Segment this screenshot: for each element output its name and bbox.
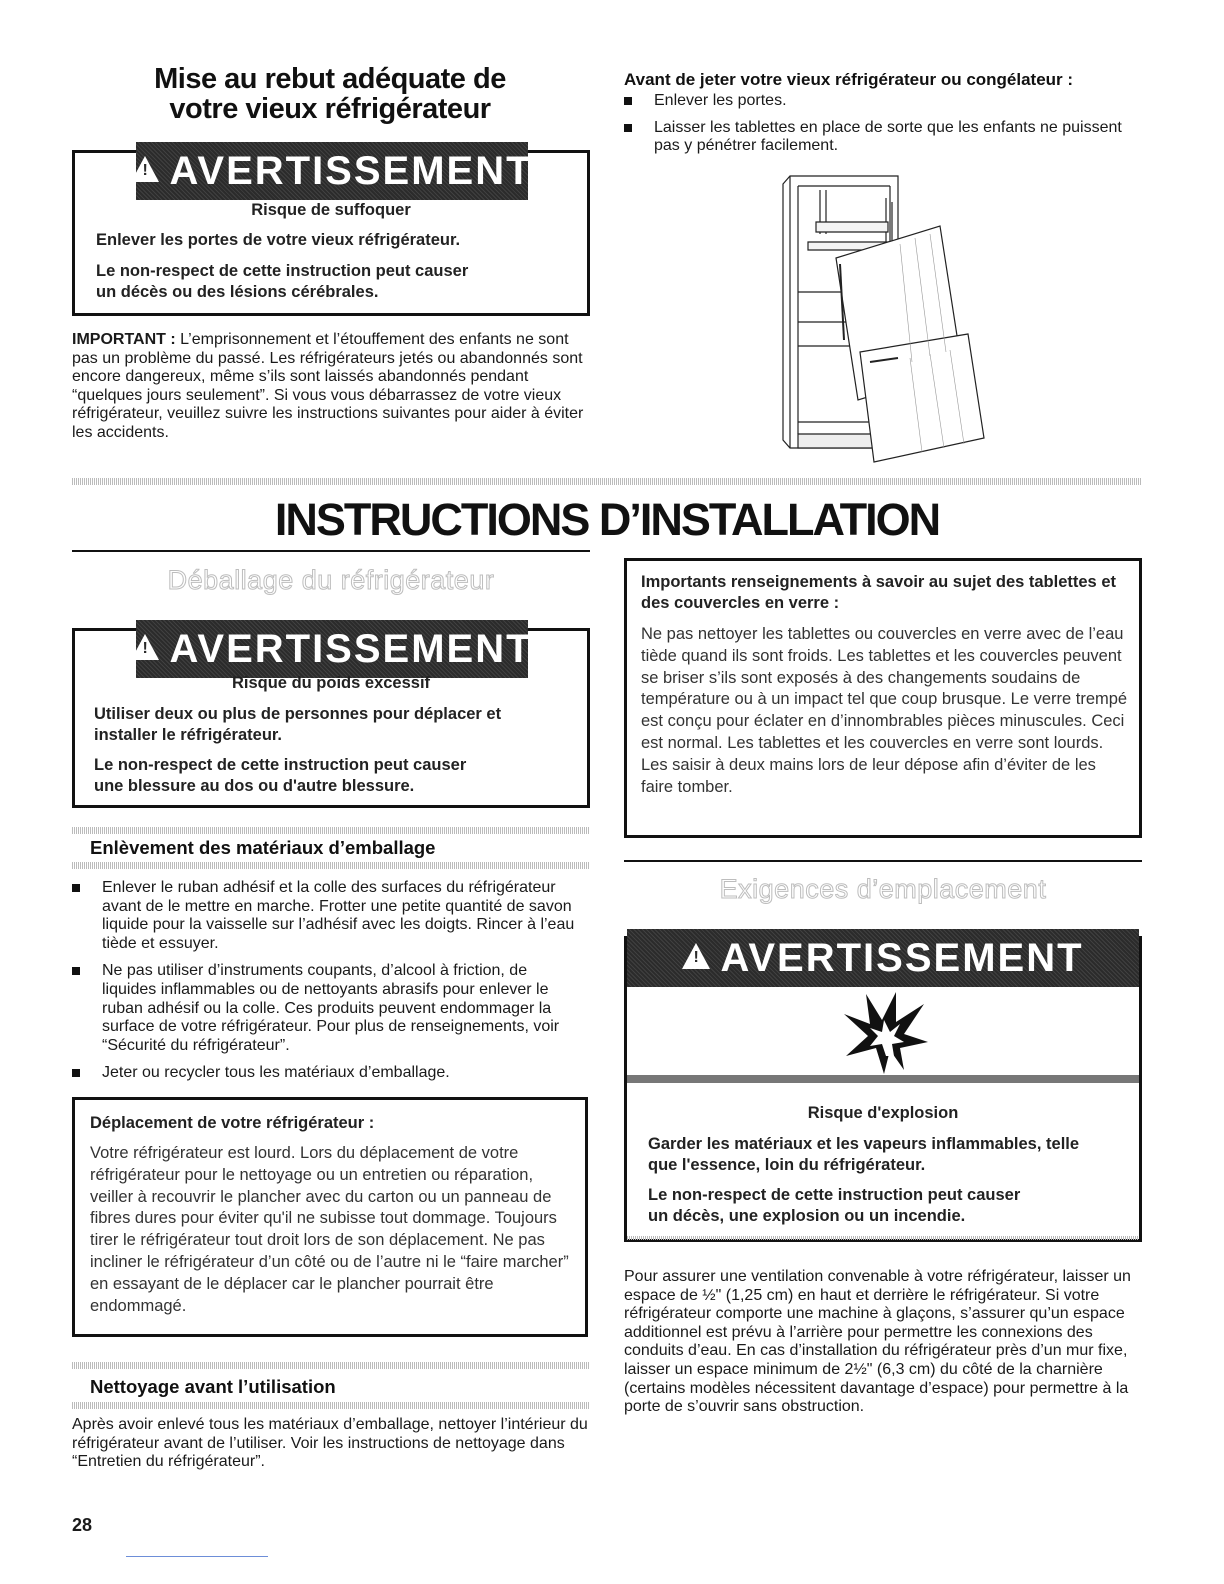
warning-banner-label: AVERTISSEMENT bbox=[169, 626, 533, 671]
list-item: Jeter ou recycler tous les matériaux d’emballage. bbox=[72, 1064, 584, 1083]
before-disposal-heading: Avant de jeter votre vieux réfrigérateur ou congélateur : bbox=[624, 70, 1074, 89]
weight-instruction-line2: installer le réfrigérateur. bbox=[94, 726, 283, 744]
section-divider bbox=[72, 478, 1142, 485]
location-heading: Exigences d’emplacement bbox=[719, 874, 1047, 904]
explosion-icon bbox=[840, 990, 930, 1076]
weight-hazard: Risque du poids excessif bbox=[231, 674, 431, 692]
weight-consequence-line1: Le non-respect de cette instruction peut causer bbox=[94, 756, 467, 774]
warning-triangle-icon bbox=[131, 156, 159, 182]
explosion-instruction-line2: que l'essence, loin du réfrigérateur. bbox=[648, 1156, 926, 1174]
location-text: Pour assurer une ventilation convenable à votre réfrigérateur, laisser un espace de ½" (1,25 cm) en haut et derrière le réfrigérateur. Si votre réfrigérateur comporte une machine à glaçons, s’assurer qu’un espace additionnel est prévu à l’arrière pour permettre les connexions des conduits d’eau. En cas d’installation du réfrigérateur près d’un mur fixe, laisser un espace minimum de 2½" (6,3 cm) du côté de la charnière (certains modèles nécessitent davantage d’espace) pour permettre à la porte de s’ouvrir sans obstruction. bbox=[624, 1268, 1131, 1416]
unpacking-top-rule bbox=[72, 550, 590, 552]
suffocation-consequence-line2: un décès ou des lésions cérébrales. bbox=[96, 283, 379, 301]
disposal-title bbox=[70, 64, 590, 124]
before-disposal-list bbox=[624, 92, 1124, 156]
disposal-title-line2: votre vieux réfrigérateur bbox=[169, 93, 491, 125]
weight-consequence-line2: une blessure au dos ou d'autre blessure. bbox=[94, 777, 415, 795]
cleaning-top-divider bbox=[72, 1362, 590, 1369]
suffocation-consequence bbox=[96, 261, 576, 303]
list-item: Enlever le ruban adhésif et la colle des surfaces du réfrigérateur avant de le mettre en marche. Frotter une petite quantité de savon liquide pour la vaisselle sur l’adhésif avec les doigts. Rincer à l’eau tiède et essuyer. bbox=[72, 879, 584, 953]
open-refrigerator-illustration bbox=[780, 172, 990, 468]
removal-heading: Enlèvement des matériaux d’emballage bbox=[90, 837, 436, 858]
moving-heading: Déplacement de votre réfrigérateur : bbox=[90, 1114, 375, 1132]
list-item: Enlever les portes. bbox=[624, 92, 1124, 111]
weight-instruction-line1: Utiliser deux ou plus de personnes pour déplacer et bbox=[94, 705, 502, 723]
footer-rule bbox=[126, 1556, 268, 1557]
removal-top-divider bbox=[72, 827, 590, 834]
weight-consequence bbox=[94, 755, 584, 797]
explosion-consequence bbox=[648, 1185, 1138, 1227]
explosion-bottom-band bbox=[627, 1236, 1139, 1240]
important-text: L’emprisonnement et l’étouffement des enfants ne sont pas un problème du passé. Les réfrigérateurs jetés ou abandonnés sont encore dangereux, même s’ils sont laissés abandonnés pendant “quelques jours seulement”. Si vous vous débarrassez de votre vieux réfrigérateur, veuillez suivre les instructions suivantes pour aider à éviter les accidents. bbox=[72, 331, 584, 441]
cleaning-text: Après avoir enlevé tous les matériaux d’emballage, nettoyer l’intérieur du réfrigérateur avant de l’utiliser. Voir les instructions de nettoyage dans “Entretien du réfrigérateur”. bbox=[72, 1416, 588, 1471]
moving-text: Votre réfrigérateur est lourd. Lors du déplacement de votre réfrigérateur pour le nettoyage ou un entretien ou réparation, veiller à recouvrir le plancher avec du carton ou un panneau de fibres dures pour éviter qu'il ne subisse tout dommage. Toujours tirer le réfrigérateur tout droit lors de son déplacement. Ne pas incliner le réfrigérateur d’un côté ou de l’autre ni le “faire marcher” en essayant de le déplacer car le plancher pourrait être endommagé. bbox=[90, 1144, 569, 1315]
page-number: 28 bbox=[72, 1515, 93, 1535]
important-paragraph bbox=[72, 331, 590, 443]
important-label: IMPORTANT : bbox=[72, 331, 176, 348]
cleaning-heading: Nettoyage avant l’utilisation bbox=[90, 1376, 336, 1397]
warning-triangle-icon bbox=[131, 634, 159, 660]
suffocation-warning-banner bbox=[136, 142, 533, 200]
warning-triangle-icon bbox=[682, 943, 710, 969]
warning-banner-label: AVERTISSEMENT bbox=[169, 148, 533, 193]
suffocation-instruction: Enlever les portes de votre vieux réfrigérateur. bbox=[96, 231, 461, 249]
explosion-instruction bbox=[648, 1134, 1138, 1176]
explosion-consequence-line1: Le non-respect de cette instruction peut causer bbox=[648, 1186, 1021, 1204]
explosion-instruction-line1: Garder les matériaux et les vapeurs inflammables, telle bbox=[648, 1135, 1080, 1153]
removal-list bbox=[72, 879, 584, 1083]
explosion-hazard: Risque d'explosion bbox=[807, 1104, 959, 1122]
weight-instruction bbox=[94, 704, 584, 746]
warning-banner-label: AVERTISSEMENT bbox=[720, 935, 1084, 980]
removal-bottom-divider bbox=[72, 862, 590, 869]
glass-heading: Importants renseignements à savoir au sujet des tablettes et des couvercles en verre : bbox=[641, 573, 1116, 612]
location-top-rule bbox=[624, 860, 1142, 862]
list-item: Laisser les tablettes en place de sorte que les enfants ne puissent pas y pénétrer facilement. bbox=[624, 119, 1124, 156]
installation-title: INSTRUCTIONS D’INSTALLATION bbox=[274, 494, 940, 545]
suffocation-hazard: Risque de suffoquer bbox=[251, 201, 411, 219]
glass-text: Ne pas nettoyer les tablettes ou couvercles en verre avec de l’eau tiède quand ils sont froids. Les tablettes et les couvercles peuvent se briser s’ils sont exposés à des changements soudains de température ou à un impact tel que coup brusque. Le verre trempé est conçu pour éclater en d’innombrables pièces minuscules. Ceci est normal. Les tablettes et les couvercles en verre sont lourds. Les saisir à deux mains lors de leur dépose afin d’éviter de les faire tomber. bbox=[641, 625, 1128, 796]
disposal-title-line1: Mise au rebut adéquate de bbox=[154, 63, 506, 95]
explosion-consequence-line2: un décès, une explosion ou un incendie. bbox=[648, 1207, 966, 1225]
cleaning-bottom-divider bbox=[72, 1402, 590, 1409]
list-item: Ne pas utiliser d’instruments coupants, d’alcool à friction, de liquides inflammables ou de nettoyants abrasifs pour enlever le ruban adhésif ou la colle. Ces produits peuvent endommager la surface de votre réfrigérateur. Pour plus de renseignements, voir “Sécurité du réfrigérateur”. bbox=[72, 962, 584, 1055]
explosion-warning-banner bbox=[627, 929, 1139, 987]
unpacking-heading: Déballage du réfrigérateur bbox=[167, 565, 495, 595]
weight-warning-banner bbox=[136, 620, 533, 678]
suffocation-consequence-line1: Le non-respect de cette instruction peut causer bbox=[96, 262, 469, 280]
